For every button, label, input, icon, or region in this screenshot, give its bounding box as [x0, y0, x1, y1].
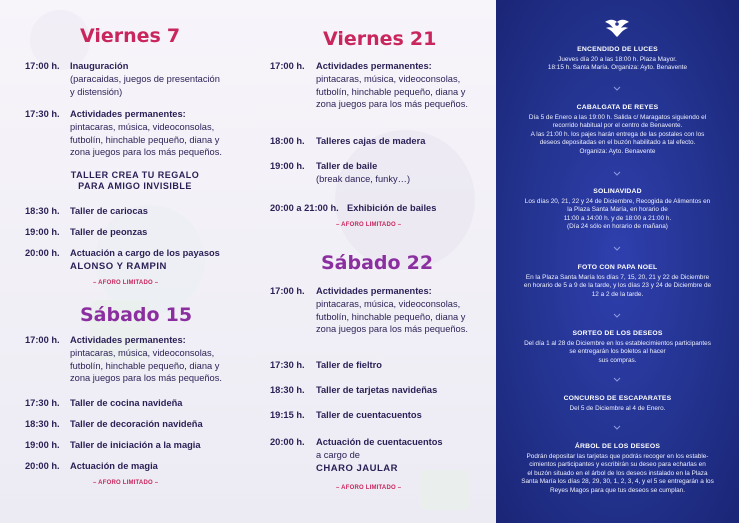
- event-actividades-permanentes-v21: 17:00 h. Actividades permanentes: pintacaras, música, videoconsolas, futbolín, hinchable pequeño, diana y zona juegos para los más pequeños.: [270, 61, 468, 110]
- chevron-down-icon: [613, 424, 621, 432]
- info-sorteo-deseos: SORTEO DE LOS DESEOS Del día 1 al 28 de Diciembre en los establecimientos participantes se entregarán los boletos al hacer sus compras.: [524, 330, 711, 364]
- info-cabalgata-reyes: CABALGATA DE REYES Día 5 de Enero a las 19:00 h. Salida c/ Maragatos siguiendo el recorrido habitual por el centro de Benavente. A las 21:00 h. los pajes harán entrega de las postales con los deseos depositadas en el buzón habilitado a tal efecto. Organiza: Ayto. Benavente: [528, 104, 707, 155]
- info-arbol-deseos: ÁRBOL DE LOS DESEOS Podrán depositar las tarjetas que podrás recoger en los estable- cimientos participantes y escribirán su deseo para echarlas en el buzón situado en el árbol de los deseos instalado en la Plaza Santa María los días 28, 29, 30, 1, 2, 3, 4, y el 5 se entregarán a los Reyes Magos para que tus deseos se cumplan.: [521, 443, 714, 494]
- event-actuacion-payasos: 20:00 h. Actuación a cargo de los payasos ALONSO Y RAMPIN: [25, 248, 220, 272]
- info-encendido-luces: ENCENDIDO DE LUCES Jueves día 20 a las 18:00 h. Plaza Mayor. 18:15 h. Santa María. Organiza: Ayto. Benavente: [547, 46, 688, 72]
- event-actividades-permanentes: 17:30 h. Actividades permanentes: pintacaras, música, videoconsolas, futbolín, hinchable pequeño, diana y zona juegos para los más pequeños.: [25, 109, 222, 158]
- aforo-limitado-label: – AFORO LIMITADO –: [336, 485, 402, 491]
- event-taller-peonzas: 19:00 h. Taller de peonzas: [25, 227, 148, 237]
- event-taller-cocina: 17:30 h. Taller de cocina navideña: [25, 398, 183, 408]
- event-taller-fieltro: 17:30 h. Taller de fieltro: [270, 360, 382, 370]
- chevron-down-icon: [613, 376, 621, 384]
- event-taller-baile: 19:00 h. Taller de baile (break dance, funky…): [270, 161, 411, 184]
- angel-logo-icon: [603, 18, 631, 38]
- info-solinavidad: SOLINAVIDAD Los días 20, 21, 22 y 24 de Diciembre, Recogida de Alimentos en la Plaza Santa María, en horario de 11:00 a 14:00 h. y de 18:00 a 21:00 h. (Día 24 sólo en horario de mañana): [524, 188, 711, 231]
- day-heading-viernes-7: Viernes 7: [80, 25, 181, 47]
- day-heading-sabado-22: Sábado 22: [321, 252, 434, 274]
- event-exhibicion-bailes: 20:00 a 21:00 h. Exhibición de bailes: [270, 203, 437, 213]
- info-foto-papa-noel: FOTO CON PAPA NOEL En la Plaza Santa María los días 7, 15, 20, 21 y 22 de Diciembre en horario de 5 a 9 de la tarde, y los días 23 y 24 de Diciembre de 12 a 2 de la tarde.: [523, 264, 712, 298]
- event-taller-cuentacuentos: 19:15 h. Taller de cuentacuentos: [270, 410, 422, 420]
- event-talleres-cajas: 18:00 h. Talleres cajas de madera: [270, 136, 426, 146]
- event-inauguracion: 17:00 h. Inauguración (paracaidas, juegos de presentación y distensión): [25, 61, 220, 97]
- event-actividades-permanentes-s22: 17:00 h. Actividades permanentes: pintacaras, música, videoconsolas, futbolín, hinchable pequeño, diana y zona juegos para los más pequeños.: [270, 286, 468, 335]
- day-heading-viernes-21: Viernes 21: [323, 28, 437, 50]
- aforo-limitado-label: – AFORO LIMITADO –: [93, 280, 159, 286]
- event-taller-magia: 19:00 h. Taller de iniciación a la magia: [25, 440, 201, 450]
- info-concurso-escaparates: CONCURSO DE ESCAPARATES Del 5 de Diciembre al 4 de Enero.: [563, 395, 672, 412]
- taller-crea-tu-regalo: TALLER CREA TU REGALO PARA AMIGO INVISIBLE: [70, 170, 200, 191]
- info-panel: [496, 0, 739, 523]
- aforo-limitado-label: – AFORO LIMITADO –: [93, 480, 159, 486]
- event-taller-decoracion: 18:30 h. Taller de decoración navideña: [25, 419, 203, 429]
- event-actuacion-cuentacuentos: 20:00 h. Actuación de cuentacuentos a cargo de CHARO JAULAR: [270, 437, 443, 474]
- event-actuacion-magia: 20:00 h. Actuación de magia: [25, 461, 158, 471]
- chevron-down-icon: [613, 245, 621, 253]
- chevron-down-icon: [613, 85, 621, 93]
- event-taller-cariocas: 18:30 h. Taller de cariocas: [25, 206, 148, 216]
- chevron-down-icon: [613, 312, 621, 320]
- event-taller-tarjetas: 18:30 h. Taller de tarjetas navideñas: [270, 385, 438, 395]
- day-heading-sabado-15: Sábado 15: [80, 304, 193, 326]
- aforo-limitado-label: – AFORO LIMITADO –: [336, 222, 402, 228]
- event-actividades-permanentes-sabado: 17:00 h. Actividades permanentes: pintacaras, música, videoconsolas, futbolín, hinchable pequeño, diana y zona juegos para los más pequeños.: [25, 335, 222, 384]
- chevron-down-icon: [613, 170, 621, 178]
